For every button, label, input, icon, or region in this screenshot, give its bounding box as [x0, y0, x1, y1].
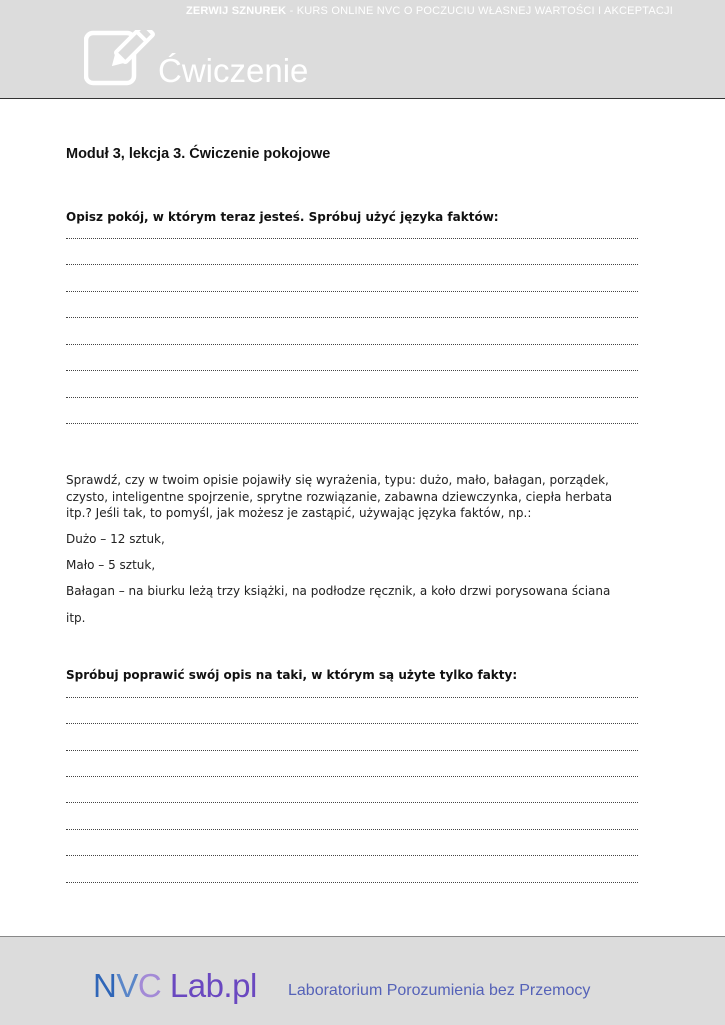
page-footer	[0, 936, 725, 1025]
answer-line[interactable]	[66, 802, 638, 803]
page-header	[0, 0, 725, 99]
answer-line[interactable]	[66, 291, 638, 292]
logo-letter-n: N	[93, 967, 117, 1004]
logo-letter-v: V	[116, 967, 138, 1004]
logo-lab-text: Lab.pl	[161, 967, 257, 1004]
answer-line[interactable]	[66, 723, 638, 724]
answer-line[interactable]	[66, 238, 638, 239]
edit-icon	[84, 30, 156, 86]
module-title: Moduł 3, lekcja 3. Ćwiczenie pokojowe	[66, 146, 331, 162]
answer-line[interactable]	[66, 882, 638, 883]
course-banner	[0, 5, 673, 17]
answer-line[interactable]	[66, 344, 638, 345]
example-line: Dużo – 12 sztuk,	[66, 532, 165, 546]
answer-line[interactable]	[66, 370, 638, 371]
answer-line[interactable]	[66, 829, 638, 830]
instruction-paragraph: Sprawdź, czy w twoim opisie pojawiły się wyrażenia, typu: dużo, mało, bałagan, porządek, czysto, inteligentne spojrzenie, sprytne rozwiązanie, zabawna dziewczynka, ciepła herbata itp.? Jeśli tak, to pomyśl, jak możesz je zastąpić, używając języka faktów, np.:	[66, 473, 613, 520]
answer-line[interactable]	[66, 776, 638, 777]
example-line: Mało – 5 sztuk,	[66, 558, 156, 572]
answer-line[interactable]	[66, 855, 638, 856]
course-subtitle: - KURS ONLINE NVC O POCZUCIU WŁASNEJ WARTOŚCI I AKCEPTACJI	[286, 5, 673, 17]
answer-line[interactable]	[66, 697, 638, 698]
example-line: Bałagan – na biurku leżą trzy książki, na podłodze ręcznik, a koło drzwi porysowana ściana	[66, 584, 611, 598]
example-line: itp.	[66, 611, 86, 625]
logo-tagline: Laboratorium Porozumienia bez Przemocy	[288, 982, 591, 999]
answer-line[interactable]	[66, 397, 638, 398]
answer-line[interactable]	[66, 317, 638, 318]
answer-line[interactable]	[66, 750, 638, 751]
page-title: Ćwiczenie	[158, 52, 309, 89]
answer-line[interactable]	[66, 423, 638, 424]
question-describe-room: Opisz pokój, w którym teraz jesteś. Spróbuj użyć języka faktów:	[66, 210, 499, 224]
logo-letter-c: C	[137, 967, 162, 1004]
nvclab-logo	[93, 967, 257, 1005]
answer-line[interactable]	[66, 264, 638, 265]
course-brand: ZERWIJ SZNUREK	[185, 5, 287, 17]
question-facts-only: Spróbuj poprawić swój opis na taki, w którym są użyte tylko fakty:	[66, 668, 518, 682]
